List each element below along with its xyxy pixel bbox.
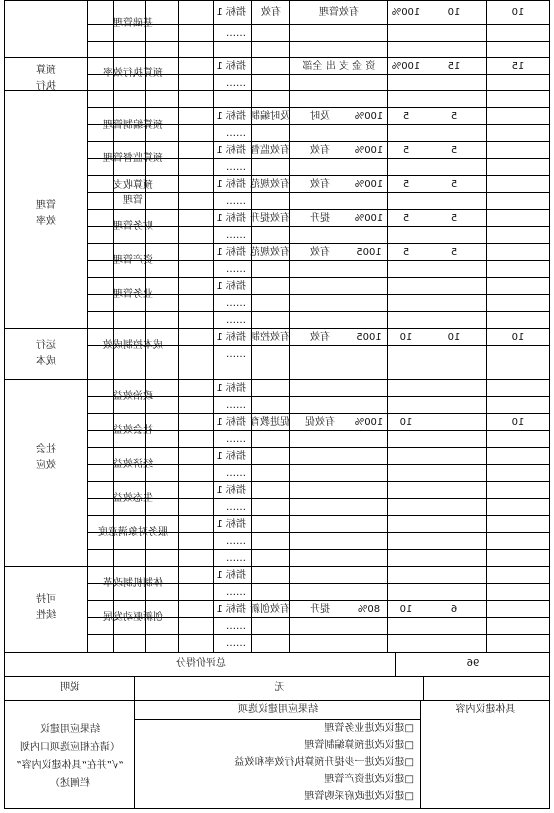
indicator-cell: …… xyxy=(226,621,246,632)
result-option-checkbox[interactable]: □建议改进业务管理 xyxy=(324,723,414,734)
indicator-cell: …… xyxy=(226,264,246,275)
indicator-cell: …… xyxy=(226,162,246,173)
indicator-cell: …… xyxy=(226,78,246,89)
grid-line xyxy=(88,41,550,42)
grid-line xyxy=(88,311,550,312)
grid-line xyxy=(178,0,179,652)
grid-line xyxy=(88,549,550,550)
grid-line xyxy=(134,719,421,720)
result-option-checkbox[interactable]: □建议改进预算编制管理 xyxy=(304,740,414,751)
indicator-cell: 指标 1 xyxy=(216,247,246,258)
result-option-header: 结果应用建议选项 xyxy=(238,704,318,715)
grid-line xyxy=(4,700,550,701)
cell-value: 10 xyxy=(399,604,413,615)
cell-value: 有效 xyxy=(310,247,330,258)
group-label-line2: 续性 xyxy=(36,610,56,621)
sub-label: 服务对象满意度 xyxy=(98,527,168,538)
grid-line xyxy=(88,634,550,635)
cell-value: 提升 xyxy=(310,213,330,224)
cell-value: 6 xyxy=(450,604,458,615)
grid-line xyxy=(88,515,550,516)
indicator-cell: …… xyxy=(226,638,246,649)
grid-line xyxy=(88,413,550,414)
sub-label: 业务管理 xyxy=(113,289,153,300)
cell-value: 100% xyxy=(354,417,384,428)
sub-label: 创新驱动发展 xyxy=(103,612,163,623)
indicator-cell: 指标 1 xyxy=(216,145,246,156)
grid-line xyxy=(88,209,550,210)
sub-label: 政治效益 xyxy=(113,391,153,402)
indicator-cell: 指标 1 xyxy=(216,519,246,530)
sub-label: 预算编制管理 xyxy=(103,120,163,131)
grid-line xyxy=(88,175,550,176)
cell-value: 5 xyxy=(450,179,458,190)
indicator-cell: …… xyxy=(226,400,246,411)
grid-line xyxy=(420,700,421,808)
group-label-line2: 执行 xyxy=(36,81,56,92)
indicator-cell: …… xyxy=(226,553,246,564)
cell-value: 有效创新 xyxy=(250,604,290,615)
cell-value: 1005 xyxy=(356,332,382,343)
cell-value: 15 xyxy=(447,61,461,72)
indicator-cell: …… xyxy=(226,298,246,309)
indicator-cell: 指标 1 xyxy=(216,111,246,122)
grid-line xyxy=(113,0,114,652)
cell-value: 15 xyxy=(511,61,525,72)
sub-label: 预算监督管理 xyxy=(103,153,163,164)
indicator-cell: …… xyxy=(226,587,246,598)
grid-line xyxy=(88,447,550,448)
cell-value: 100% xyxy=(354,179,384,190)
cell-value: 10 xyxy=(511,332,525,343)
grid-line xyxy=(145,0,146,652)
grid-line xyxy=(4,566,550,567)
grid-line xyxy=(88,107,550,108)
sub-label: 社会效益 xyxy=(113,425,153,436)
total-score-value: 96 xyxy=(466,658,480,669)
cell-value: 10 xyxy=(447,7,461,18)
grid-line xyxy=(87,0,88,652)
group-label-line2: 效率 xyxy=(36,216,56,227)
cell-value: 有效管理 xyxy=(319,7,359,18)
indicator-cell: 指标 1 xyxy=(216,417,246,428)
cell-value: 5 xyxy=(450,213,458,224)
sub-label: 经济效益 xyxy=(113,459,153,470)
indicator-cell: 指标 1 xyxy=(216,383,246,394)
sub-label: 预算执行效率 xyxy=(103,68,163,79)
grid-line xyxy=(387,0,388,652)
cell-value: 5 xyxy=(450,111,458,122)
cell-value: 10 xyxy=(399,332,413,343)
grid-line xyxy=(4,0,5,652)
explanation-value: 无 xyxy=(274,682,285,693)
grid-line xyxy=(88,481,550,482)
indicator-cell: …… xyxy=(226,536,246,547)
grid-line xyxy=(4,676,550,677)
result-title-line: “√”并在“具体建议内容” xyxy=(16,760,124,771)
cell-value: 10 xyxy=(399,417,413,428)
indicator-cell: …… xyxy=(226,230,246,241)
indicator-cell: …… xyxy=(226,315,246,326)
grid-line xyxy=(4,0,550,1)
sub-label: 管理 xyxy=(123,195,143,206)
sub-label: 生态效益 xyxy=(113,493,153,504)
group-label-line1: 社会 xyxy=(36,444,56,455)
cell-value: 促进教育 xyxy=(250,417,290,428)
cell-value: 及时 xyxy=(310,111,330,122)
indicator-cell: …… xyxy=(226,128,246,139)
sub-label: 基础管理 xyxy=(113,18,153,29)
grid-line xyxy=(88,192,550,193)
grid-line xyxy=(251,0,252,652)
cell-value: 10 xyxy=(511,417,525,428)
explanation-label: 说明 xyxy=(60,682,80,693)
sub-label: 预算收支 xyxy=(113,180,153,191)
grid-line xyxy=(4,808,550,809)
sub-label: 资产管理 xyxy=(113,255,153,266)
cell-value: 5 xyxy=(450,145,458,156)
indicator-cell: 指标 1 xyxy=(216,570,246,581)
group-label-line1: 可持 xyxy=(36,594,56,605)
grid-line xyxy=(4,328,550,329)
indicator-cell: 指标 1 xyxy=(216,485,246,496)
cell-value: 有效促 xyxy=(305,417,335,428)
indicator-cell: 指标 1 xyxy=(216,281,246,292)
cell-value: 有效 xyxy=(310,332,330,343)
group-label-line1: 预算 xyxy=(36,65,56,76)
cell-value: 有效规范 xyxy=(250,247,290,258)
cell-value: 有效 xyxy=(310,145,330,156)
grid-line xyxy=(88,277,550,278)
indicator-cell: 指标 1 xyxy=(216,61,246,72)
cell-value: 100% xyxy=(354,145,384,156)
grid-line xyxy=(88,600,550,601)
indicator-cell: 指标 1 xyxy=(216,7,246,18)
cell-value: 5 xyxy=(402,213,410,224)
grid-line xyxy=(486,0,487,652)
cell-value: 5 xyxy=(402,145,410,156)
cell-value: 有效提升 xyxy=(250,213,290,224)
cell-value: 提升 xyxy=(310,604,330,615)
indicator-cell: …… xyxy=(226,434,246,445)
cell-value: 1005 xyxy=(356,247,382,258)
grid-line xyxy=(549,0,550,652)
indicator-cell: …… xyxy=(226,502,246,513)
cell-value: 5 xyxy=(402,179,410,190)
cell-value: 5 xyxy=(450,247,458,258)
cell-value: 100% xyxy=(391,7,421,18)
group-label-line1: 运行 xyxy=(36,340,56,351)
cell-value: 100% xyxy=(391,61,421,72)
cell-value: 5 xyxy=(402,247,410,258)
indicator-cell: …… xyxy=(226,468,246,479)
indicator-cell: 指标 1 xyxy=(216,179,246,190)
cell-value: 及时编制 xyxy=(250,111,290,122)
cell-value: 10 xyxy=(511,7,525,18)
indicator-cell: 指标 1 xyxy=(216,332,246,343)
group-label-line2: 成本 xyxy=(36,356,56,367)
grid-line xyxy=(88,243,550,244)
indicator-cell: …… xyxy=(226,196,246,207)
cell-value: 有效 xyxy=(310,179,330,190)
sub-label: 成本控制成效 xyxy=(103,340,163,351)
result-detail-header: 具体建议内容 xyxy=(455,704,516,715)
grid-line xyxy=(289,0,290,652)
cell-value: 10 xyxy=(447,332,461,343)
cell-value: 100% xyxy=(354,111,384,122)
indicator-cell: …… xyxy=(226,349,246,360)
result-title-line: 栏阐述） xyxy=(50,778,90,789)
cell-value: 100% xyxy=(354,213,384,224)
result-option-checkbox[interactable]: □建议改进一步提升预算执行效率和效益 xyxy=(234,757,414,768)
cell-value: 有效 xyxy=(261,7,281,18)
cell-value: 80% xyxy=(357,604,381,615)
grid-line xyxy=(4,57,550,58)
group-label-line2: 效应 xyxy=(36,460,56,471)
grid-line xyxy=(4,652,550,653)
result-option-checkbox[interactable]: □建议改进资产管理 xyxy=(324,774,414,785)
indicator-cell: …… xyxy=(226,28,246,39)
grid-line xyxy=(213,0,214,652)
sub-label: 财务管理 xyxy=(113,221,153,232)
sub-label: 体制机制改革 xyxy=(103,578,163,589)
total-score-label: 总评价得分 xyxy=(176,658,226,669)
indicator-cell: 指标 1 xyxy=(216,604,246,615)
cell-value: 有效监督 xyxy=(250,145,290,156)
indicator-cell: 指标 1 xyxy=(216,451,246,462)
result-title-line: 结果应用建议 xyxy=(40,724,100,735)
group-label-line1: 管理 xyxy=(36,200,56,211)
cell-value: 5 xyxy=(402,111,410,122)
result-option-checkbox[interactable]: □建议改进政府采购管理 xyxy=(304,791,414,802)
grid-line xyxy=(88,141,550,142)
grid-line xyxy=(4,379,550,380)
cell-value: 资 金 支 出 全部 xyxy=(302,61,376,72)
indicator-cell: 指标 1 xyxy=(216,213,246,224)
cell-value: 有效控制 xyxy=(250,332,290,343)
cell-value: 有效规范 xyxy=(250,179,290,190)
result-title-line: （请在相应选项口内划 xyxy=(20,742,120,753)
